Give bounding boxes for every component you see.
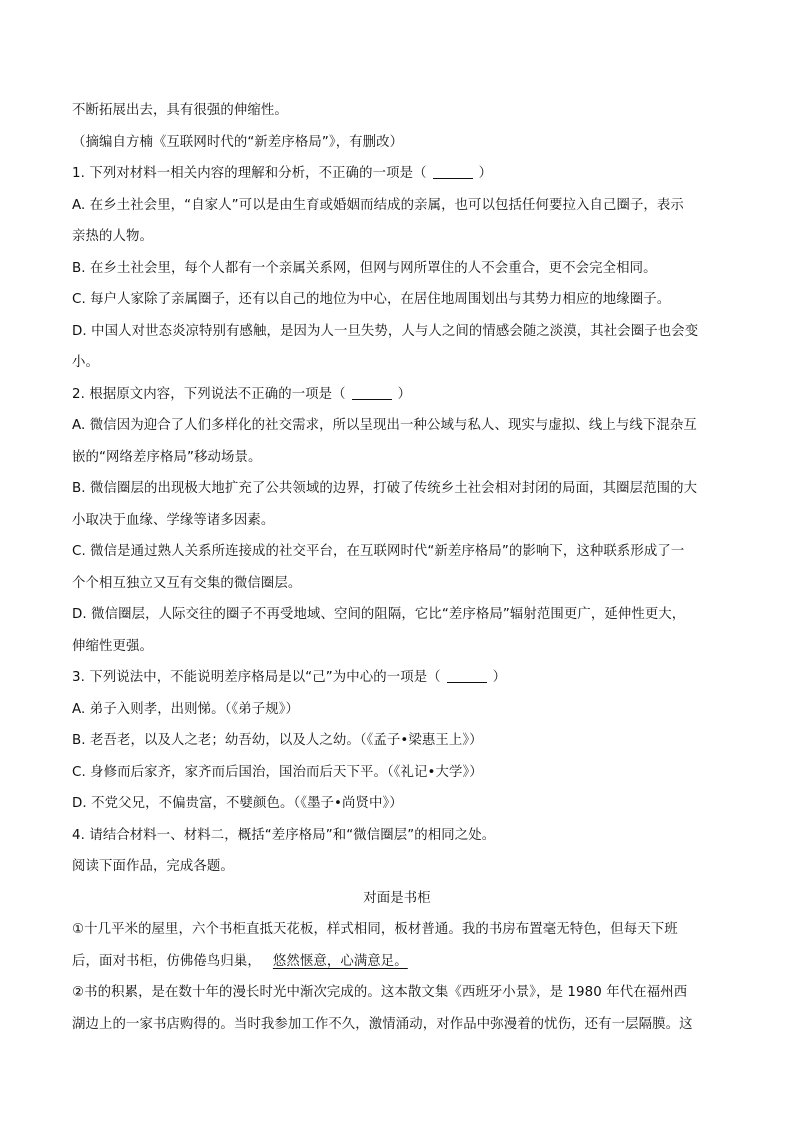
paragraph-1-cont [72, 946, 722, 978]
option-a: A. 微信因为迎合了人们多样化的社交需求，所以呈现出一种公域与私人、现实与虚拟、线上与线下混杂互 [72, 418, 697, 433]
option-a-cont: 嵌的“网络差序格局”移动场景。 [72, 449, 262, 465]
option-a: A. 弟子入则孝，出则悌。（《弟子规》） [72, 701, 299, 717]
question-3-stem [72, 662, 722, 694]
answer-blank [447, 668, 487, 683]
text-line: 不断拓展出去，具有很强的伸缩性。 [72, 103, 288, 118]
paragraph-2: ②书的积累，是在数十年的漫长时光中渐次完成的。这本散文集《西班牙小景》，是 1980 年代在福州西 [72, 985, 688, 1000]
paragraph-1: ①十几平米的屋里，六个书柜直抵天花板，样式相同，板材普通。我的书房布置毫无特色，但每天下班 [72, 922, 678, 937]
reading-instruction: 阅读下面作品，完成各题。 [72, 859, 234, 874]
question-text: 1. 下列对材料一相关内容的理解和分析，不正确的一项是（ [72, 166, 427, 181]
option-b-cont: 小取决于血缘、学缘等诸多因素。 [72, 512, 275, 528]
option-d: D. 微信圈层，人际交往的圈子不再受地域、空间的阻隔，它比“差序格局”辐射范围更广，延伸性更大， [72, 607, 686, 622]
option-c-cont: 个个相互独立又互有交集的微信圈层。 [72, 575, 302, 591]
option-b: B. 微信圈层的出现极大地扩充了公共领域的边界，打破了传统乡土社会相对封闭的局面，其圈层范围的大 [72, 481, 698, 496]
option-d: D. 中国人对世态炎凉特别有感触，是因为人一旦失势，人与人之间的情感会随之淡漠，其社会圈子也会变 [72, 323, 699, 339]
option-b: B. 老吾老，以及人之老；幼吾幼，以及人之幼。（《孟子•梁惠王上》） [72, 733, 483, 748]
passage-title: 对面是书柜 [363, 890, 431, 906]
document-page [72, 95, 722, 1040]
question-text: 2. 根据原文内容，下列说法不正确的一项是（ [72, 386, 346, 402]
question-text: ） [397, 386, 412, 402]
question-4-stem: 4. 请结合材料一、材料二，概括“差序格局”和“微信圈层”的相同之处。 [72, 827, 496, 843]
option-c: C. 每户人家除了亲属圈子，还有以自己的地位为中心，在居住地周围划出与其势力相应的地缘圈子。 [72, 292, 671, 307]
answer-blank [433, 164, 473, 179]
paragraph-2-cont: 湖边上的一家书店购得的。当时我参加工作不久，激情涌动，对作品中弥漫着的忧伤，还有一层隔膜。这 [72, 1016, 693, 1032]
option-d: D. 不党父兄，不偏贵富，不嬖颜色。（《墨子•尚贤中》） [72, 796, 403, 811]
option-c: C. 微信是通过熟人关系所连接成的社交平台，在互联网时代“新差序格局”的影响下，这种联系形成了一 [72, 544, 685, 559]
question-2-stem [72, 379, 722, 411]
answer-blank [352, 385, 392, 400]
question-text: ） [478, 166, 493, 181]
question-text: ） [492, 670, 507, 685]
option-d-cont: 小。 [72, 355, 99, 370]
option-c: C. 身修而后家齐，家齐而后国治，国治而后天下平。（《礼记•大学》） [72, 764, 483, 780]
option-d-cont: 伸缩性更强。 [72, 638, 153, 654]
question-1-stem [72, 158, 722, 190]
option-a: A. 在乡土社会里，“自家人”可以是由生育或婚姻而结成的亲属，也可以包括任何要拉入自己圈子，表示 [72, 197, 684, 213]
option-b: B. 在乡土社会里，每个人都有一个亲属关系网，但网与网所罩住的人不会重合，更不会完全相同。 [72, 260, 657, 276]
underlined-phrase: 悠然惬意，心满意足。 [272, 953, 408, 969]
source-citation: （摘编自方楠《互联网时代的“新差序格局”》，有删改） [72, 134, 404, 150]
option-a-cont: 亲热的人物。 [72, 229, 153, 244]
question-text: 3. 下列说法中，不能说明差序格局是以“己”为中心的一项是（ [72, 670, 441, 685]
paragraph-text: 后，面对书柜，仿佛倦鸟归巢， [72, 953, 261, 969]
